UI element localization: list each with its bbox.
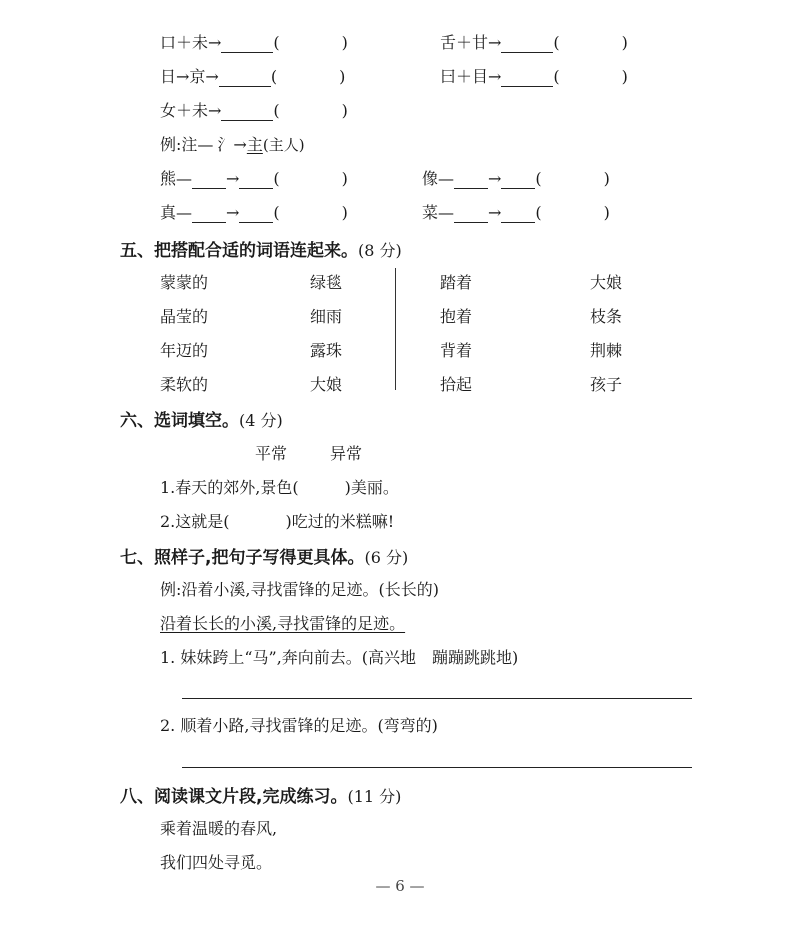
passage-line-2: 我们四处寻觅。 — [160, 853, 273, 872]
fill-question-1: 1.春天的郊外,景色( )美丽。 — [160, 478, 399, 497]
paren-open: ( — [273, 33, 280, 52]
compose-formula: 口＋未→ — [160, 33, 222, 52]
compose-formula: 女＋未→ — [160, 101, 222, 120]
rewrite-example-answer: 沿着长长的小溪,寻找雷锋的足迹。 — [160, 614, 406, 633]
decompose-row-1-right: 像— → ( ) — [422, 169, 610, 188]
page-number: — 6 — — [375, 877, 425, 895]
answer-blank[interactable] — [192, 172, 226, 189]
match-col-1-item: 晶莹的 — [160, 307, 209, 326]
match-col-1-item: 柔软的 — [160, 375, 209, 394]
match-col-1-item: 蒙蒙的 — [160, 273, 209, 292]
compose-row-1-right — [440, 30, 628, 53]
answer-line-2[interactable] — [182, 767, 692, 768]
answer-blank[interactable] — [221, 104, 273, 121]
paren-close: ) — [621, 33, 628, 52]
answer-blank[interactable] — [454, 206, 488, 223]
match-col-2-item: 绿毯 — [310, 273, 343, 292]
fill-question-2: 2.这就是( )吃过的米糕嘛! — [160, 512, 395, 531]
decompose-row-1-left: 熊— → ( ) — [160, 169, 348, 188]
match-col-4-item: 荆棘 — [590, 341, 623, 360]
compose-row-2-left — [160, 64, 345, 87]
match-col-3-item: 拾起 — [440, 375, 473, 394]
compose-formula: 日→京→ — [160, 67, 219, 86]
section-6-heading: 六、选词填空。(4 分) — [120, 411, 283, 431]
match-col-1-item: 年迈的 — [160, 341, 209, 360]
compose-formula: 曰＋目→ — [440, 67, 502, 86]
paren-close: ) — [339, 67, 346, 86]
compose-row-1-left — [160, 30, 348, 53]
match-col-4-item: 孩子 — [590, 375, 623, 394]
decompose-row-2-right: 菜— → ( ) — [422, 203, 610, 222]
rewrite-question-2: 2. 顺着小路,寻找雷锋的足迹。(弯弯的) — [160, 716, 438, 735]
word-choice-1: 平常 — [255, 444, 288, 463]
match-divider — [395, 268, 396, 390]
compose-row-2-right — [440, 64, 628, 87]
compose-row-3-left — [160, 98, 348, 121]
section-7-heading: 七、照样子,把句子写得更具体。(6 分) — [120, 548, 409, 568]
answer-blank[interactable] — [501, 172, 535, 189]
rewrite-question-1: 1. 妹妹跨上“马”,奔向前去。(高兴地 蹦蹦跳跳地) — [160, 648, 519, 667]
answer-blank[interactable] — [219, 70, 271, 87]
paren-close: ) — [341, 33, 348, 52]
match-col-4-item: 枝条 — [590, 307, 623, 326]
match-col-3-item: 踏着 — [440, 273, 473, 292]
answer-blank[interactable] — [239, 206, 273, 223]
decompose-row-2-left: 真— → ( ) — [160, 203, 348, 222]
answer-blank[interactable] — [239, 172, 273, 189]
paren-open: ( — [270, 67, 278, 86]
match-col-3-item: 背着 — [440, 341, 473, 360]
match-col-2-item: 细雨 — [310, 307, 343, 326]
answer-line-1[interactable] — [182, 698, 692, 699]
rewrite-example: 例:沿着小溪,寻找雷锋的足迹。(长长的) — [160, 580, 439, 599]
answer-blank[interactable] — [501, 36, 553, 53]
match-col-4-item: 大娘 — [590, 273, 623, 292]
answer-blank[interactable] — [501, 206, 535, 223]
paren-open: ( — [553, 67, 560, 86]
passage-line-1: 乘着温暖的春风, — [160, 819, 278, 838]
decompose-example: 例:注— 氵→主(主人) — [160, 135, 305, 154]
answer-blank[interactable] — [192, 206, 226, 223]
paren-open: ( — [553, 33, 560, 52]
match-col-2-item: 露珠 — [310, 341, 343, 360]
answer-blank[interactable] — [221, 36, 273, 53]
paren-close: ) — [621, 67, 628, 86]
answer-blank[interactable] — [454, 172, 488, 189]
section-5-heading: 五、把搭配合适的词语连起来。(8 分) — [120, 241, 402, 261]
paren-close: ) — [341, 101, 348, 120]
paren-open: ( — [273, 101, 280, 120]
answer-blank[interactable] — [501, 70, 553, 87]
match-col-2-item: 大娘 — [310, 375, 343, 394]
word-choice-2: 异常 — [330, 444, 363, 463]
match-col-3-item: 抱着 — [440, 307, 473, 326]
section-8-heading: 八、阅读课文片段,完成练习。(11 分) — [120, 787, 402, 807]
compose-formula: 舌＋甘→ — [440, 33, 502, 52]
